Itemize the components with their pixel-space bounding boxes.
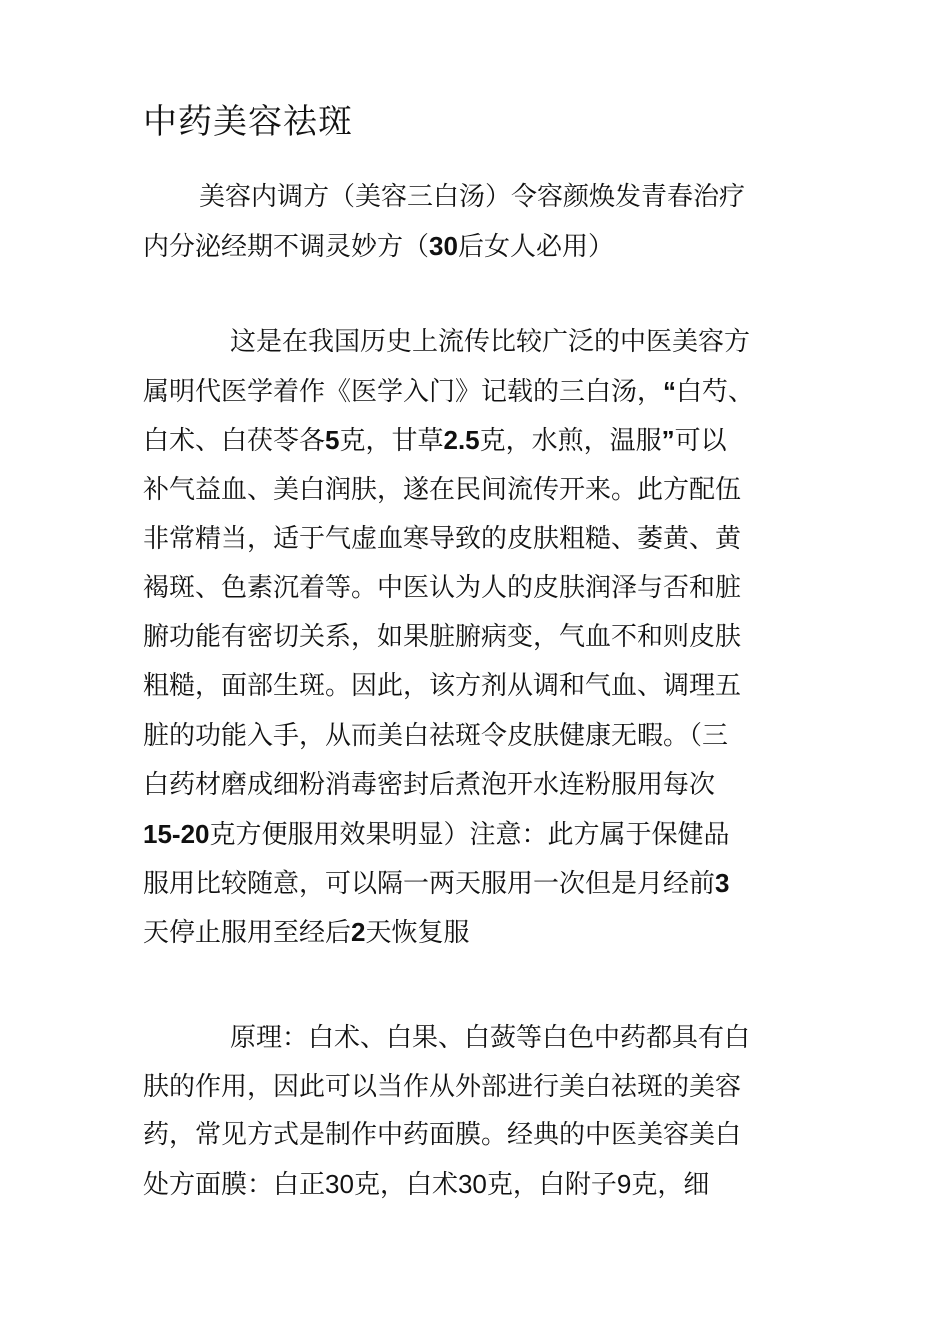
paragraph1-line bbox=[143, 915, 823, 950]
paragraph2-line bbox=[143, 1118, 823, 1152]
paragraph1-line bbox=[143, 423, 823, 458]
text-segment: 5 bbox=[325, 425, 340, 456]
paragraph1-line bbox=[143, 866, 823, 901]
text-segment: 服用比较随意，可以隔一两天服用一次但是月经前 bbox=[143, 869, 716, 900]
text-segment: 内分泌经期不调灵妙方（ bbox=[143, 232, 430, 262]
text-segment: 原理：白术、白果、白蔹等白色中药都具有白 bbox=[230, 1023, 751, 1053]
text-segment: 2.5 bbox=[443, 425, 480, 456]
paragraph1-line bbox=[143, 817, 823, 852]
text-segment: 15-20 bbox=[143, 819, 210, 849]
paragraph1-line bbox=[143, 669, 823, 703]
text-segment: 美容内调方（美容三白汤）令容颜焕发青春治疗 bbox=[199, 182, 746, 212]
text-segment: 这是在我国历史上流传比较广泛的中医美容方 bbox=[230, 327, 751, 357]
text-segment: 30 bbox=[325, 1168, 354, 1199]
text-segment: 白术、白茯苓各 bbox=[143, 426, 326, 457]
text-segment: 药，常见方式是制作中药面膜。经典的中医美容美白 bbox=[143, 1120, 742, 1150]
text-segment: 克方便服用效果明显）注意：此方属于保健品 bbox=[209, 820, 730, 850]
text-segment: 2 bbox=[351, 917, 366, 948]
paragraph1-line bbox=[143, 768, 823, 802]
text-segment: ” bbox=[661, 425, 675, 456]
text-segment: 肤的作用，因此可以当作从外部进行美白祛斑的美容 bbox=[143, 1071, 742, 1102]
text-segment: 克，甘草 bbox=[339, 426, 444, 457]
text-segment: 克，水煎，温服 bbox=[479, 426, 662, 457]
text-segment: 克，白术 bbox=[353, 1169, 458, 1200]
text-segment: 脏的功能入手，从而美白祛斑令皮肤健康无暇。（三 bbox=[143, 720, 729, 751]
text-segment: 30 bbox=[429, 231, 458, 261]
text-segment: 3 bbox=[715, 868, 730, 899]
paragraph2-line bbox=[143, 1167, 823, 1202]
paragraph1-line bbox=[143, 522, 823, 556]
subtitle-line bbox=[143, 229, 823, 264]
paragraph2-line bbox=[143, 1070, 823, 1104]
document-title: 中药美容祛斑 bbox=[143, 102, 353, 142]
text-segment: 可以 bbox=[674, 426, 727, 457]
paragraph2-line bbox=[230, 1021, 910, 1055]
text-segment: “ bbox=[663, 376, 677, 407]
text-segment: 9 bbox=[616, 1168, 632, 1199]
text-segment: 粗糙，面部生斑。因此，该方剂从调和气血、调理五 bbox=[143, 671, 742, 702]
text-segment: 腑功能有密切关系，如果脏腑病变，气血不和则皮肤 bbox=[143, 622, 742, 653]
text-segment: 白芍、 bbox=[676, 377, 755, 408]
paragraph1-line bbox=[143, 473, 823, 507]
text-segment: 后女人必用） bbox=[457, 232, 614, 262]
text-segment: 补气益血、美白润肤，遂在民间流传开来。此方配伍 bbox=[143, 474, 742, 505]
text-segment: 克，细 bbox=[631, 1169, 710, 1200]
text-segment: 天停止服用至经后 bbox=[143, 918, 352, 949]
paragraph1-line bbox=[143, 620, 823, 654]
text-segment: 白药材磨成细粉消毒密封后煮泡开水连粉服用每次 bbox=[143, 769, 716, 800]
text-segment: 非常精当，适于气虚血寒导致的皮肤粗糙、萎黄、黄 bbox=[143, 523, 742, 554]
paragraph1-line bbox=[230, 325, 910, 359]
paragraph1-line bbox=[143, 719, 823, 753]
text-segment: 处方面膜：白正 bbox=[143, 1169, 326, 1200]
subtitle-line bbox=[199, 180, 879, 214]
text-segment: 属明代医学着作《医学入门》记载的三白汤， bbox=[143, 377, 664, 408]
paragraph1-line bbox=[143, 374, 823, 409]
text-segment: 褐斑、色素沉着等。中医认为人的皮肤润泽与否和脏 bbox=[143, 573, 742, 603]
text-segment: 克，白附子 bbox=[486, 1169, 617, 1200]
text-segment: 天恢复服 bbox=[365, 918, 470, 949]
paragraph1-line bbox=[143, 571, 823, 605]
text-segment: 30 bbox=[457, 1168, 487, 1199]
